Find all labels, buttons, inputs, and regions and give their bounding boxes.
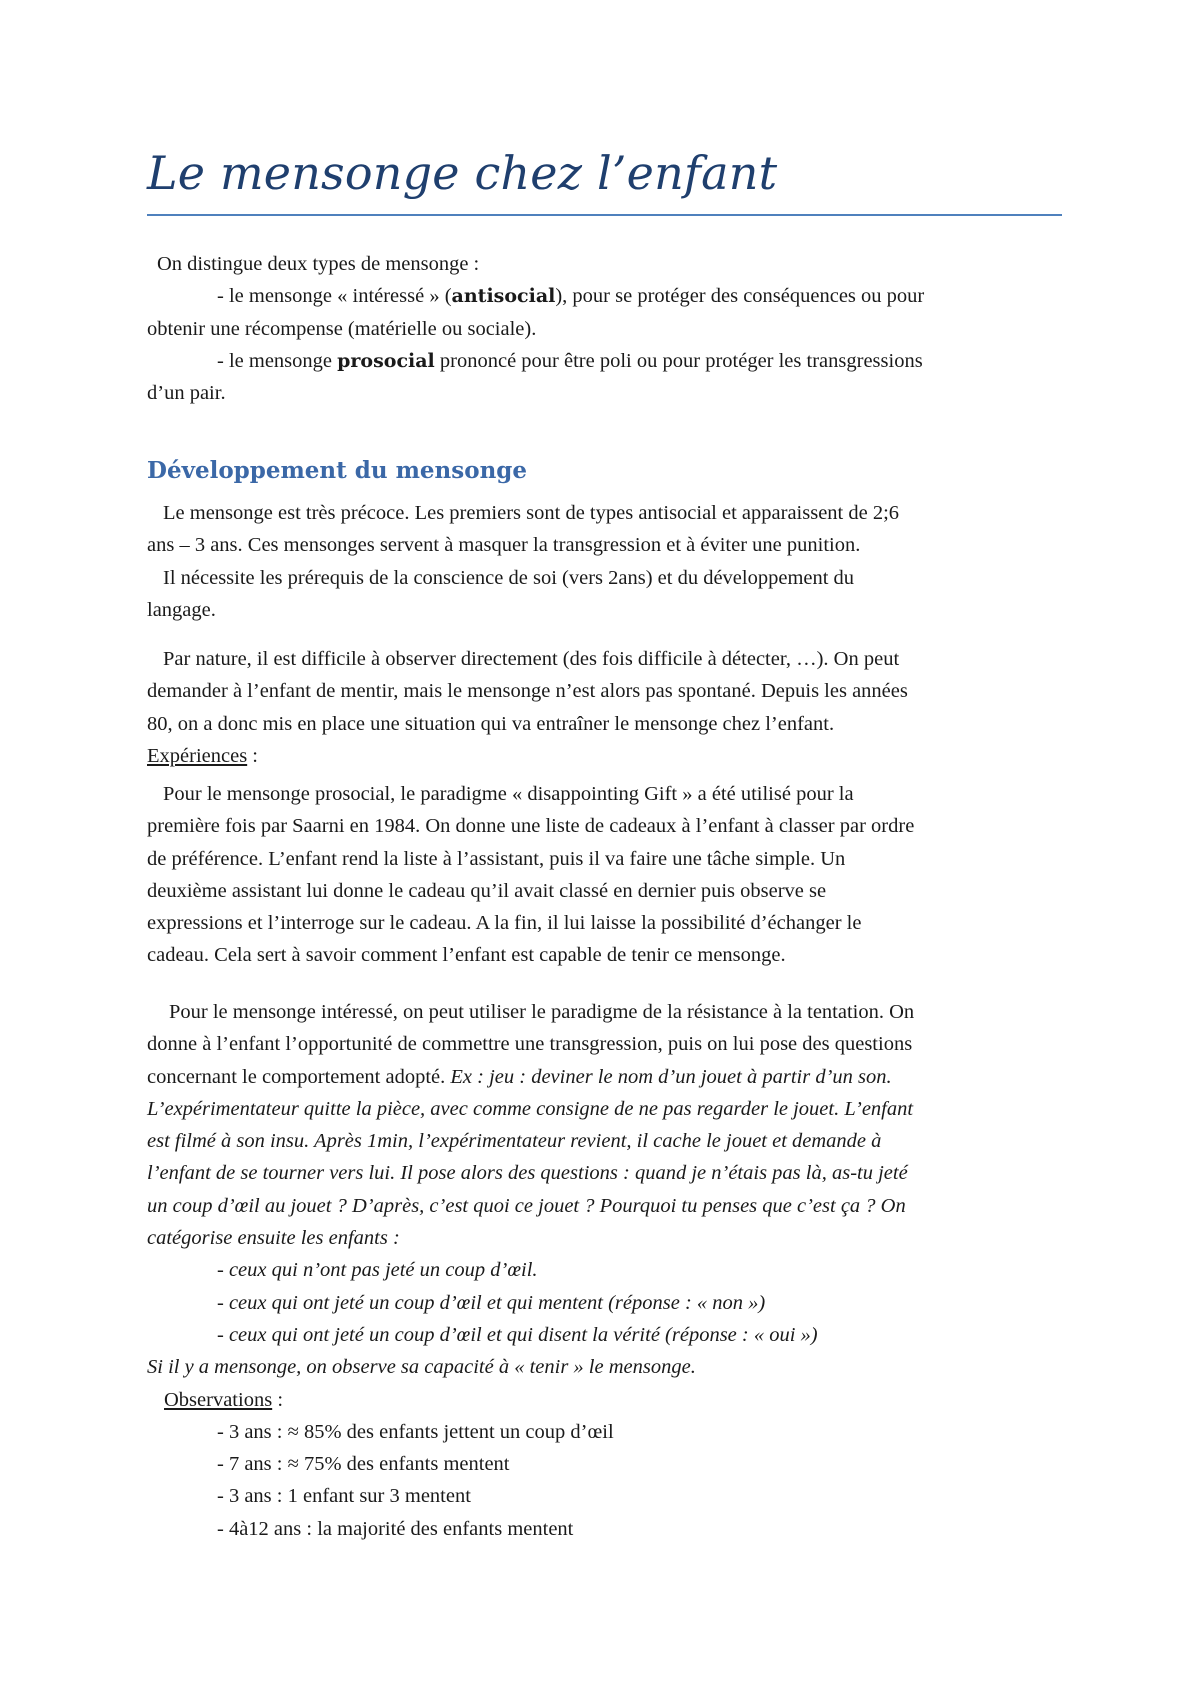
category-item: - ceux qui ont jeté un coup d’œil et qui disent la vérité (réponse : « oui »): [217, 1323, 818, 1346]
intro-item-prosocial-cont: d’un pair.: [147, 382, 226, 405]
paragraph-observation-difficulty: [147, 643, 1067, 772]
paragraph-line: Par nature, il est difficile à observer directement (des fois difficile à détecter, …). On peut: [163, 648, 900, 670]
intro-item-prosocial: - le mensonge prosocial prononcé pour être poli ou pour protéger les transgressions: [217, 349, 923, 372]
paragraph-line: demander à l’enfant de mentir, mais le mensonge n’est alors pas spontané. Depuis les années: [147, 680, 908, 703]
paragraph-line: Il nécessite les prérequis de la conscience de soi (vers 2ans) et du développement du: [163, 566, 855, 589]
document-title: Le mensonge chez l’enfant: [147, 146, 778, 200]
category-item: - ceux qui n’ont pas jeté un coup d’œil.: [217, 1259, 538, 1282]
paragraph-line: l’enfant de se tourner vers lui. Il pose alors des questions : quand je n’étais pas là, as-tu jeté: [147, 1162, 908, 1185]
antisocial-term: antisocial: [451, 285, 556, 308]
section-heading: Développement du mensonge: [147, 457, 528, 484]
observation-item: - 4à12 ans : la majorité des enfants mentent: [217, 1517, 574, 1540]
paragraph-line: 80, on a donc mis en place une situation qui va entraîner le mensonge chez l’enfant.: [147, 712, 835, 735]
paragraph-line: est filmé à son insu. Après 1min, l’expérimentateur revient, il cache le jouet et demande à: [147, 1130, 882, 1153]
paragraph-line: de préférence. L’enfant rend la liste à l’assistant, puis il va faire une tâche simple. Un: [147, 847, 846, 870]
paragraph-line: première fois par Saarni en 1984. On donne une liste de cadeaux à l’enfant à classer par ordre: [147, 815, 915, 838]
experiences-label: Expériences :: [147, 744, 258, 767]
conclusion-line: Si il y a mensonge, on observe sa capacité à « tenir » le mensonge.: [147, 1356, 696, 1379]
observations-label: Observations :: [164, 1388, 284, 1411]
observation-item: - 7 ans : ≈ 75% des enfants mentent: [217, 1453, 510, 1476]
paragraph-precocity: [147, 497, 1067, 626]
intro-lead: On distingue deux types de mensonge :: [157, 253, 480, 275]
prosocial-term: prosocial: [337, 349, 435, 372]
paragraph-temptation-paradigm: [147, 996, 1067, 1545]
paragraph-line: donne à l’enfant l’opportunité de commettre une transgression, puis on lui pose des questions: [147, 1033, 913, 1056]
paragraph-line: cadeau. Cela sert à savoir comment l’enfant est capable de tenir ce mensonge.: [147, 944, 786, 967]
paragraph-line: Pour le mensonge prosocial, le paradigme « disappointing Gift » a été utilisé pour la: [163, 783, 854, 805]
title-underline-rule: [147, 214, 1062, 216]
observation-item: - 3 ans : ≈ 85% des enfants jettent un coup d’œil: [217, 1420, 614, 1443]
category-item: - ceux qui ont jeté un coup d’œil et qui mentent (réponse : « non »): [217, 1291, 766, 1314]
paragraph-line: deuxième assistant lui donne le cadeau qu’il avait classé en dernier puis observe se: [147, 879, 827, 902]
paragraph-line: Le mensonge est très précoce. Les premiers sont de types antisocial et apparaissent de 2;6: [163, 502, 900, 524]
paragraph-line: ans – 3 ans. Ces mensonges servent à masquer la transgression et à éviter une punition.: [147, 534, 861, 557]
paragraph-line: L’expérimentateur quitte la pièce, avec comme consigne de ne pas regarder le jouet. L’enfant: [147, 1097, 914, 1120]
paragraph-line: catégorise ensuite les enfants :: [147, 1227, 400, 1250]
intro-item-antisocial-cont: obtenir une récompense (matérielle ou sociale).: [147, 317, 537, 340]
paragraph-line: un coup d’œil au jouet ? D’après, c’est quoi ce jouet ? Pourquoi tu penses que c’est ça ? On: [147, 1194, 906, 1217]
observation-item: - 3 ans : 1 enfant sur 3 mentent: [217, 1485, 471, 1508]
paragraph-line: concernant le comportement adopté. Ex : jeu : deviner le nom d’un jouet à partir d’un son.: [147, 1065, 892, 1088]
paragraph-line: Pour le mensonge intéressé, on peut utiliser le paradigme de la résistance à la tentation. On: [169, 1001, 915, 1023]
paragraph-prosocial-paradigm: [147, 778, 1067, 972]
paragraph-line: langage.: [147, 598, 216, 621]
intro-item-antisocial: - le mensonge « intéressé » (antisocial), pour se protéger des conséquences ou pour: [217, 285, 925, 308]
example-text: Ex : jeu : deviner le nom d’un jouet à partir d’un son.: [450, 1065, 892, 1088]
paragraph-line: expressions et l’interroge sur le cadeau. A la fin, il lui laisse la possibilité d’échanger le: [147, 912, 862, 935]
intro-section: [147, 248, 1067, 409]
